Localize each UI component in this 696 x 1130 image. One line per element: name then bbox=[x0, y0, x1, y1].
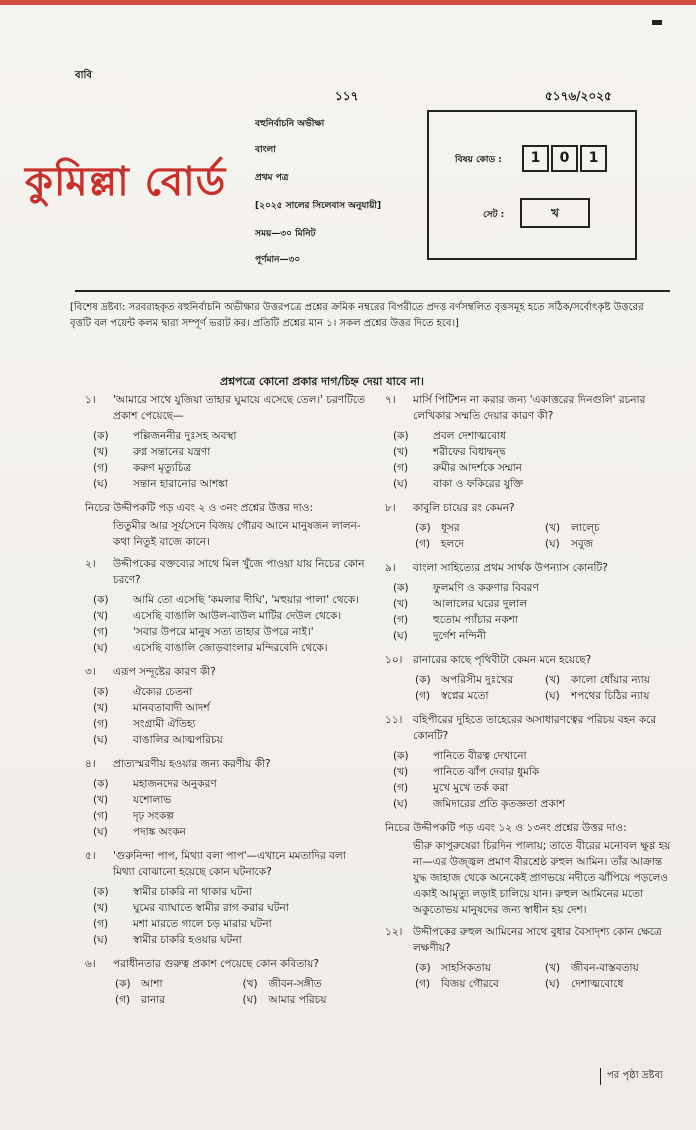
option-letter: (ঘ) bbox=[93, 642, 108, 654]
option-text: জমিদারের প্রতি কৃতজ্ঞতা প্রকাশ bbox=[433, 798, 565, 810]
option-text: প্রবল দেশাত্মবোধ bbox=[433, 430, 506, 442]
answer-option bbox=[85, 460, 370, 476]
answer-option bbox=[385, 764, 675, 780]
question-text: পরাধীনতার গুরুত্ব প্রকাশ পেয়েছে কোন কবিতায়? bbox=[113, 958, 319, 970]
answer-options-grid bbox=[385, 960, 675, 992]
answer-option bbox=[385, 628, 675, 644]
option-text: আমার পরিচয় bbox=[268, 994, 327, 1006]
answer-option bbox=[385, 580, 675, 596]
option-letter: (ঘ) bbox=[93, 734, 108, 746]
option-letter: (ক) bbox=[93, 430, 109, 442]
option-text: হলদে bbox=[441, 538, 465, 550]
question-text: বাংলা সাহিত্যের প্রথম সার্থক উপন্যাস কোনটি? bbox=[413, 562, 608, 574]
subject-code-digit: 1 bbox=[522, 145, 549, 172]
option-text: বিজয় গৌরবে bbox=[441, 978, 499, 990]
option-letter: (ক) bbox=[93, 886, 109, 898]
option-letter: (ক) bbox=[93, 686, 109, 698]
answer-option bbox=[85, 884, 370, 900]
question-text: কাবুলি চায়ের রং কেমন? bbox=[413, 502, 515, 514]
option-letter: (ক) bbox=[93, 594, 109, 606]
option-text: লাল্চে bbox=[571, 522, 600, 534]
answer-option bbox=[415, 960, 545, 976]
answer-option bbox=[545, 688, 675, 704]
option-letter: (ঘ) bbox=[545, 538, 560, 550]
option-text: স্বামীর চাকরি হওয়ার ঘটনা bbox=[133, 934, 242, 946]
question-number: ৭। bbox=[385, 394, 396, 406]
option-letter: (গ) bbox=[93, 918, 109, 930]
exam-code: ৫১৭৬/২০২৫ bbox=[545, 89, 612, 103]
question-text: মার্সি পিটিশন না করার জন্য 'একাত্তরের দিনগুলি' রচনার লেখিকার সম্মতি দেয়ার কারণ কী? bbox=[413, 394, 646, 422]
time-allowed: সময়—৩০ মিনিট bbox=[255, 229, 316, 239]
stimulus-passage: তিতুমীর আর সূর্যসেনে বিজয় গৌরব আনে মানুষজন লালন-কথা নিতুই বাজে কানে। bbox=[113, 520, 361, 548]
option-letter: (ঘ) bbox=[393, 798, 408, 810]
option-letter: (খ) bbox=[242, 978, 258, 990]
question-text: রানারের কাছে পৃথিবীটা কেমন মনে হয়েছে? bbox=[413, 654, 592, 666]
answer-option bbox=[415, 688, 545, 704]
question-text: 'গুরুনিন্দা পাপ, মিথ্যা বলা পাপ'—এখানে মমতাদির বলা মিথ্যা বোঝানো হয়েছে কোন ঘটনাকে? bbox=[113, 850, 346, 878]
answer-option bbox=[385, 596, 675, 612]
option-letter: (ঘ) bbox=[93, 826, 108, 838]
option-text: ধূসর bbox=[441, 522, 460, 534]
option-text: মহাজনদের অনুকরণ bbox=[133, 778, 217, 790]
question-spacer bbox=[385, 492, 675, 500]
option-text: এসেছি বাঙালি আউল-বাউল মাটির দেউল থেকে। bbox=[133, 610, 342, 622]
option-text: মানবতাবাদী আদর্শ bbox=[133, 702, 210, 714]
answer-option bbox=[545, 520, 675, 536]
question-item bbox=[385, 560, 675, 576]
option-letter: (গ) bbox=[115, 994, 131, 1006]
option-letter: (খ) bbox=[93, 794, 109, 806]
next-page-note: পর পৃষ্ঠা দ্রষ্টব্য bbox=[600, 1068, 663, 1085]
option-letter: (খ) bbox=[545, 674, 561, 686]
answer-option bbox=[243, 976, 371, 992]
answer-option bbox=[545, 672, 675, 688]
right-column bbox=[385, 392, 675, 1000]
answer-option bbox=[545, 960, 675, 976]
question-item bbox=[85, 664, 370, 680]
option-text: যশোলাভ bbox=[133, 794, 172, 806]
answer-option bbox=[415, 536, 545, 552]
option-letter: (গ) bbox=[93, 626, 109, 638]
answer-option bbox=[85, 932, 370, 948]
option-text: পানিতে বীরত্ব দেখানো bbox=[433, 750, 527, 762]
question-spacer bbox=[385, 552, 675, 560]
question-number: ৩। bbox=[85, 666, 96, 678]
answer-option bbox=[415, 520, 545, 536]
full-marks: পূর্ণমান—৩০ bbox=[255, 255, 301, 265]
question-number: ১০। bbox=[385, 654, 403, 666]
question-spacer bbox=[385, 812, 675, 820]
option-text: সাহসিকতায় bbox=[441, 962, 491, 974]
answer-option bbox=[385, 460, 675, 476]
question-item bbox=[385, 392, 675, 424]
option-text: ফুলমণি ও করুণার বিবরণ bbox=[433, 582, 539, 594]
option-letter: (খ) bbox=[545, 962, 561, 974]
question-set-number: ১১৭ bbox=[335, 89, 359, 103]
subject-code-label: বিষয় কোড : bbox=[455, 155, 502, 165]
option-text: মশা মারতে গালে চড় মারার ঘটনা bbox=[133, 918, 272, 930]
option-letter: (ক) bbox=[415, 674, 431, 686]
option-text: রুগ্ন সন্তানের যন্ত্রণা bbox=[133, 446, 211, 458]
answer-option bbox=[385, 748, 675, 764]
option-letter: (খ) bbox=[393, 598, 409, 610]
question-item bbox=[85, 392, 370, 424]
exam-type: বহুনির্বাচনি অভীক্ষা bbox=[255, 119, 325, 129]
header-divider bbox=[75, 290, 670, 292]
question-text: বহিপীরের দুহিতে তাহেরের অসাধারণত্বের পরিচয় বহন করে কোনটি? bbox=[413, 714, 657, 742]
option-text: করুণ মৃত্যুচিত্র bbox=[133, 462, 192, 474]
answer-option bbox=[115, 992, 243, 1008]
answer-option bbox=[85, 624, 370, 640]
question-number: ৯। bbox=[385, 562, 396, 574]
option-letter: (খ) bbox=[393, 446, 409, 458]
option-text: জীবন-সঙ্গীত bbox=[268, 978, 322, 990]
question-number: ১। bbox=[85, 394, 96, 406]
option-text: শপথের চিঠির ন্যায় bbox=[571, 690, 650, 702]
option-text: শরীফের বিধাদ্বন্দ্ব bbox=[433, 446, 506, 458]
subject-code-digit: 0 bbox=[551, 145, 578, 172]
answer-option bbox=[415, 672, 545, 688]
question-item bbox=[85, 848, 370, 880]
answer-options-grid bbox=[85, 976, 370, 1008]
option-text: ঐক্যের চেতনা bbox=[133, 686, 193, 698]
question-item bbox=[85, 956, 370, 972]
answer-option bbox=[85, 476, 370, 492]
option-text: এসেছি বাঙালি জোড়বাংলার মন্দিরবেদি থেকে। bbox=[133, 642, 328, 654]
option-text: দেশাত্মবোধে bbox=[571, 978, 624, 990]
option-text: জীবন-বাস্তবতায় bbox=[571, 962, 639, 974]
stimulus-passage: ভীরু কাপুরুষেরা চিরদিন পালায়; তাতে বীরের মনোবল ক্ষুণ্ণ হয় না—এর উজ্জ্বল প্রমাণ বীরশ্রেষ্ঠ রুহুল আমিন। তাঁর আক্রান্ত যুদ্ধ জাহাজ থেকে অনেকেই প্রাণভয়ে নদীতে ঝাঁপিয়ে পড়লেও একাই আমৃত্যু লড়াই চালিয়ে যান। রুহুল আমিনের মতো অকুতোভয় মানুষদের জন্য স্বাধীন হয় দেশ। bbox=[413, 840, 671, 916]
notice-line: প্রশ্নপত্রে কোনো প্রকার দাগ/চিহ্ন দেয়া যাবে না। bbox=[220, 375, 424, 388]
option-letter: (ক) bbox=[393, 430, 409, 442]
answer-option bbox=[85, 776, 370, 792]
option-letter: (ঘ) bbox=[242, 994, 258, 1006]
answer-option bbox=[85, 444, 370, 460]
option-text: সবুজ bbox=[571, 538, 594, 550]
option-letter: (ঘ) bbox=[393, 478, 408, 490]
subject-code-box bbox=[427, 110, 637, 260]
option-text: সন্তান হারানোর আশঙ্কা bbox=[133, 478, 228, 490]
question-text: 'আমারে সাথে যুজিয়া তাহার ঘুমায়ে এসেছে তেল।' চরণটিতে প্রকাশ পেয়েছে— bbox=[113, 394, 366, 422]
question-spacer bbox=[85, 656, 370, 664]
option-letter: (গ) bbox=[393, 782, 409, 794]
option-letter: (গ) bbox=[93, 462, 109, 474]
answer-option bbox=[85, 732, 370, 748]
corner-mark bbox=[652, 20, 662, 25]
answer-option bbox=[85, 608, 370, 624]
option-text: দুর্গেশ নন্দিনী bbox=[433, 630, 487, 642]
question-number: ৪। bbox=[85, 758, 96, 770]
syllabus-note: [২০২৫ সালের সিলেবাস অনুযায়ী] bbox=[255, 201, 382, 211]
question-item bbox=[385, 652, 675, 668]
question-item bbox=[385, 500, 675, 516]
option-text: রুমীর আদর্শকে সম্মান bbox=[433, 462, 522, 474]
option-text: স্বামীর চাকরি না থাকার ঘটনা bbox=[133, 886, 253, 898]
option-letter: (ক) bbox=[393, 582, 409, 594]
set-value: খ bbox=[520, 198, 590, 228]
left-column bbox=[85, 392, 370, 1016]
option-letter: (খ) bbox=[93, 446, 109, 458]
option-letter: (ক) bbox=[115, 978, 131, 990]
answer-option bbox=[115, 976, 243, 992]
question-number: ৬। bbox=[85, 958, 96, 970]
question-spacer bbox=[85, 1008, 370, 1016]
answer-option bbox=[385, 612, 675, 628]
paper-name: প্রথম পত্র bbox=[255, 173, 289, 183]
answer-option bbox=[545, 976, 675, 992]
answer-option bbox=[85, 684, 370, 700]
question-item bbox=[85, 756, 370, 772]
question-spacer bbox=[385, 992, 675, 1000]
option-letter: (ক) bbox=[93, 778, 109, 790]
answer-option bbox=[385, 428, 675, 444]
option-text: কালো ধোঁয়ার ন্যায় bbox=[571, 674, 650, 686]
answer-option bbox=[85, 808, 370, 824]
stimulus-instruction: নিচের উদ্দীপকটি পড় এবং ২ ও ৩নং প্রশ্নের উত্তর দাও: bbox=[85, 502, 313, 514]
question-number: ৫। bbox=[85, 850, 96, 862]
option-text: সংগ্রামী ঐতিহ্য bbox=[133, 718, 196, 730]
option-letter: (গ) bbox=[393, 462, 409, 474]
question-number: ৮। bbox=[385, 502, 396, 514]
question-item bbox=[385, 712, 675, 744]
question-text: এরূপ সন্দূষ্টের কারণ কী? bbox=[113, 666, 216, 678]
option-text: বাকা ও ফকিরের যুক্তি bbox=[433, 478, 524, 490]
option-letter: (গ) bbox=[93, 718, 109, 730]
option-text: বাঙালির আত্মপরিচয় bbox=[133, 734, 223, 746]
option-text: পানিতে ঝাঁপ দেবার ধুমকি bbox=[433, 766, 540, 778]
option-letter: (ঘ) bbox=[93, 934, 108, 946]
option-letter: (খ) bbox=[93, 610, 109, 622]
answer-option bbox=[85, 592, 370, 608]
option-letter: (খ) bbox=[545, 522, 561, 534]
option-text: রানার bbox=[141, 994, 165, 1006]
option-letter: (গ) bbox=[393, 614, 409, 626]
answer-option bbox=[85, 916, 370, 932]
option-letter: (গ) bbox=[415, 978, 431, 990]
answer-option bbox=[85, 700, 370, 716]
option-text: 'সবার উপরে মানুষ সত্য তাহার উপরে নাই।' bbox=[133, 626, 314, 638]
option-text: দৃঢ় সংকল্প bbox=[133, 810, 174, 822]
option-letter: (ক) bbox=[415, 962, 431, 974]
question-number: ১১। bbox=[385, 714, 403, 726]
answer-options-grid bbox=[385, 672, 675, 704]
option-letter: (গ) bbox=[415, 538, 431, 550]
option-letter: (খ) bbox=[93, 702, 109, 714]
answer-option bbox=[85, 900, 370, 916]
board-title: কুমিল্লা বোর্ড bbox=[25, 158, 227, 205]
top-edge-strip bbox=[0, 0, 696, 5]
set-label: সেট : bbox=[483, 210, 505, 220]
option-letter: (ঘ) bbox=[545, 978, 560, 990]
option-text: পদাঙ্ক অংকন bbox=[133, 826, 186, 838]
question-spacer bbox=[385, 644, 675, 652]
answer-option bbox=[385, 476, 675, 492]
question-text: উদ্দীপকের বক্তব্যের সাথে মিল খুঁজে পাওয়া যায় নিচের কোন চরণে? bbox=[113, 558, 365, 586]
option-letter: (খ) bbox=[93, 902, 109, 914]
option-letter: (ঘ) bbox=[93, 478, 108, 490]
option-text: আলালের ঘরের দুলাল bbox=[433, 598, 528, 610]
question-text: প্রাত্যস্মরণীয় হওয়ার জন্য করণীয় কী? bbox=[113, 758, 271, 770]
answer-option bbox=[385, 780, 675, 796]
answer-option bbox=[385, 796, 675, 812]
answer-option bbox=[85, 640, 370, 656]
subject-code-digit: 1 bbox=[580, 145, 607, 172]
option-text: মুখে মুখে তর্ক করা bbox=[433, 782, 509, 794]
option-letter: (গ) bbox=[415, 690, 431, 702]
option-text: পল্লিজননীর দুঃসহ অবস্থা bbox=[133, 430, 237, 442]
option-text: ঘুমের ব্যাঘাতে স্বামীর রাগ করার ঘটনা bbox=[133, 902, 289, 914]
option-text: আমি তো এসেছি 'কমলার দীঘি', 'মহুয়ার পালা' থেকে। bbox=[133, 594, 359, 606]
answer-option bbox=[385, 444, 675, 460]
subject-name: বাংলা bbox=[255, 145, 276, 155]
question-text: উদ্দীপকের রুহুল আমিনের সাথে বুধার বৈসাদৃশ্য কোন ক্ষেত্রে লক্ষণীয়? bbox=[413, 926, 662, 954]
question-number: ১২। bbox=[385, 926, 403, 938]
option-text: অপরিসীম দুঃখের bbox=[441, 674, 514, 686]
option-text: হুতোম প্যাঁচার নকশা bbox=[433, 614, 518, 626]
answer-option bbox=[85, 716, 370, 732]
option-text: স্বপ্নের মতো bbox=[441, 690, 489, 702]
option-letter: (ক) bbox=[393, 750, 409, 762]
question-item bbox=[385, 924, 675, 956]
question-spacer bbox=[385, 704, 675, 712]
special-instructions: [বিশেষ দ্রষ্টব্য: সরবরাহকৃত বহুনির্বাচনি অভীক্ষার উত্তরপত্রে প্রশ্নের ক্রমিক নম্বরের বিপরীতে প্রদত্ত বর্ণসম্বলিত বৃত্তসমূহ হতে সঠিক/সর্বোৎকৃষ্ট উত্তরের বৃত্তটি বল পয়েন্ট কলম দ্বারা সম্পূর্ণ ভরাট কর। প্রতিটি প্রশ্নের মান ১। সকল প্রশ্নের উত্তর দিতে হবে।] bbox=[70, 302, 644, 329]
answer-option bbox=[85, 792, 370, 808]
answer-option bbox=[415, 976, 545, 992]
option-letter: (ঘ) bbox=[393, 630, 408, 642]
option-letter: (ক) bbox=[415, 522, 431, 534]
answer-options-grid bbox=[385, 520, 675, 552]
question-spacer bbox=[85, 840, 370, 848]
answer-option bbox=[85, 824, 370, 840]
option-letter: (খ) bbox=[393, 766, 409, 778]
option-letter: (ঘ) bbox=[545, 690, 560, 702]
question-spacer bbox=[85, 748, 370, 756]
question-number: ২। bbox=[85, 558, 96, 570]
stimulus-instruction: নিচের উদ্দীপকটি পড় এবং ১২ ও ১৩নং প্রশ্নের উত্তর দাও: bbox=[385, 822, 627, 834]
option-letter: (গ) bbox=[93, 810, 109, 822]
question-item bbox=[85, 556, 370, 588]
question-spacer bbox=[85, 492, 370, 500]
header-label-left: বাবি bbox=[75, 70, 92, 81]
answer-option bbox=[243, 992, 371, 1008]
option-text: আশা bbox=[141, 978, 163, 990]
answer-option bbox=[85, 428, 370, 444]
question-spacer bbox=[85, 948, 370, 956]
answer-option bbox=[545, 536, 675, 552]
